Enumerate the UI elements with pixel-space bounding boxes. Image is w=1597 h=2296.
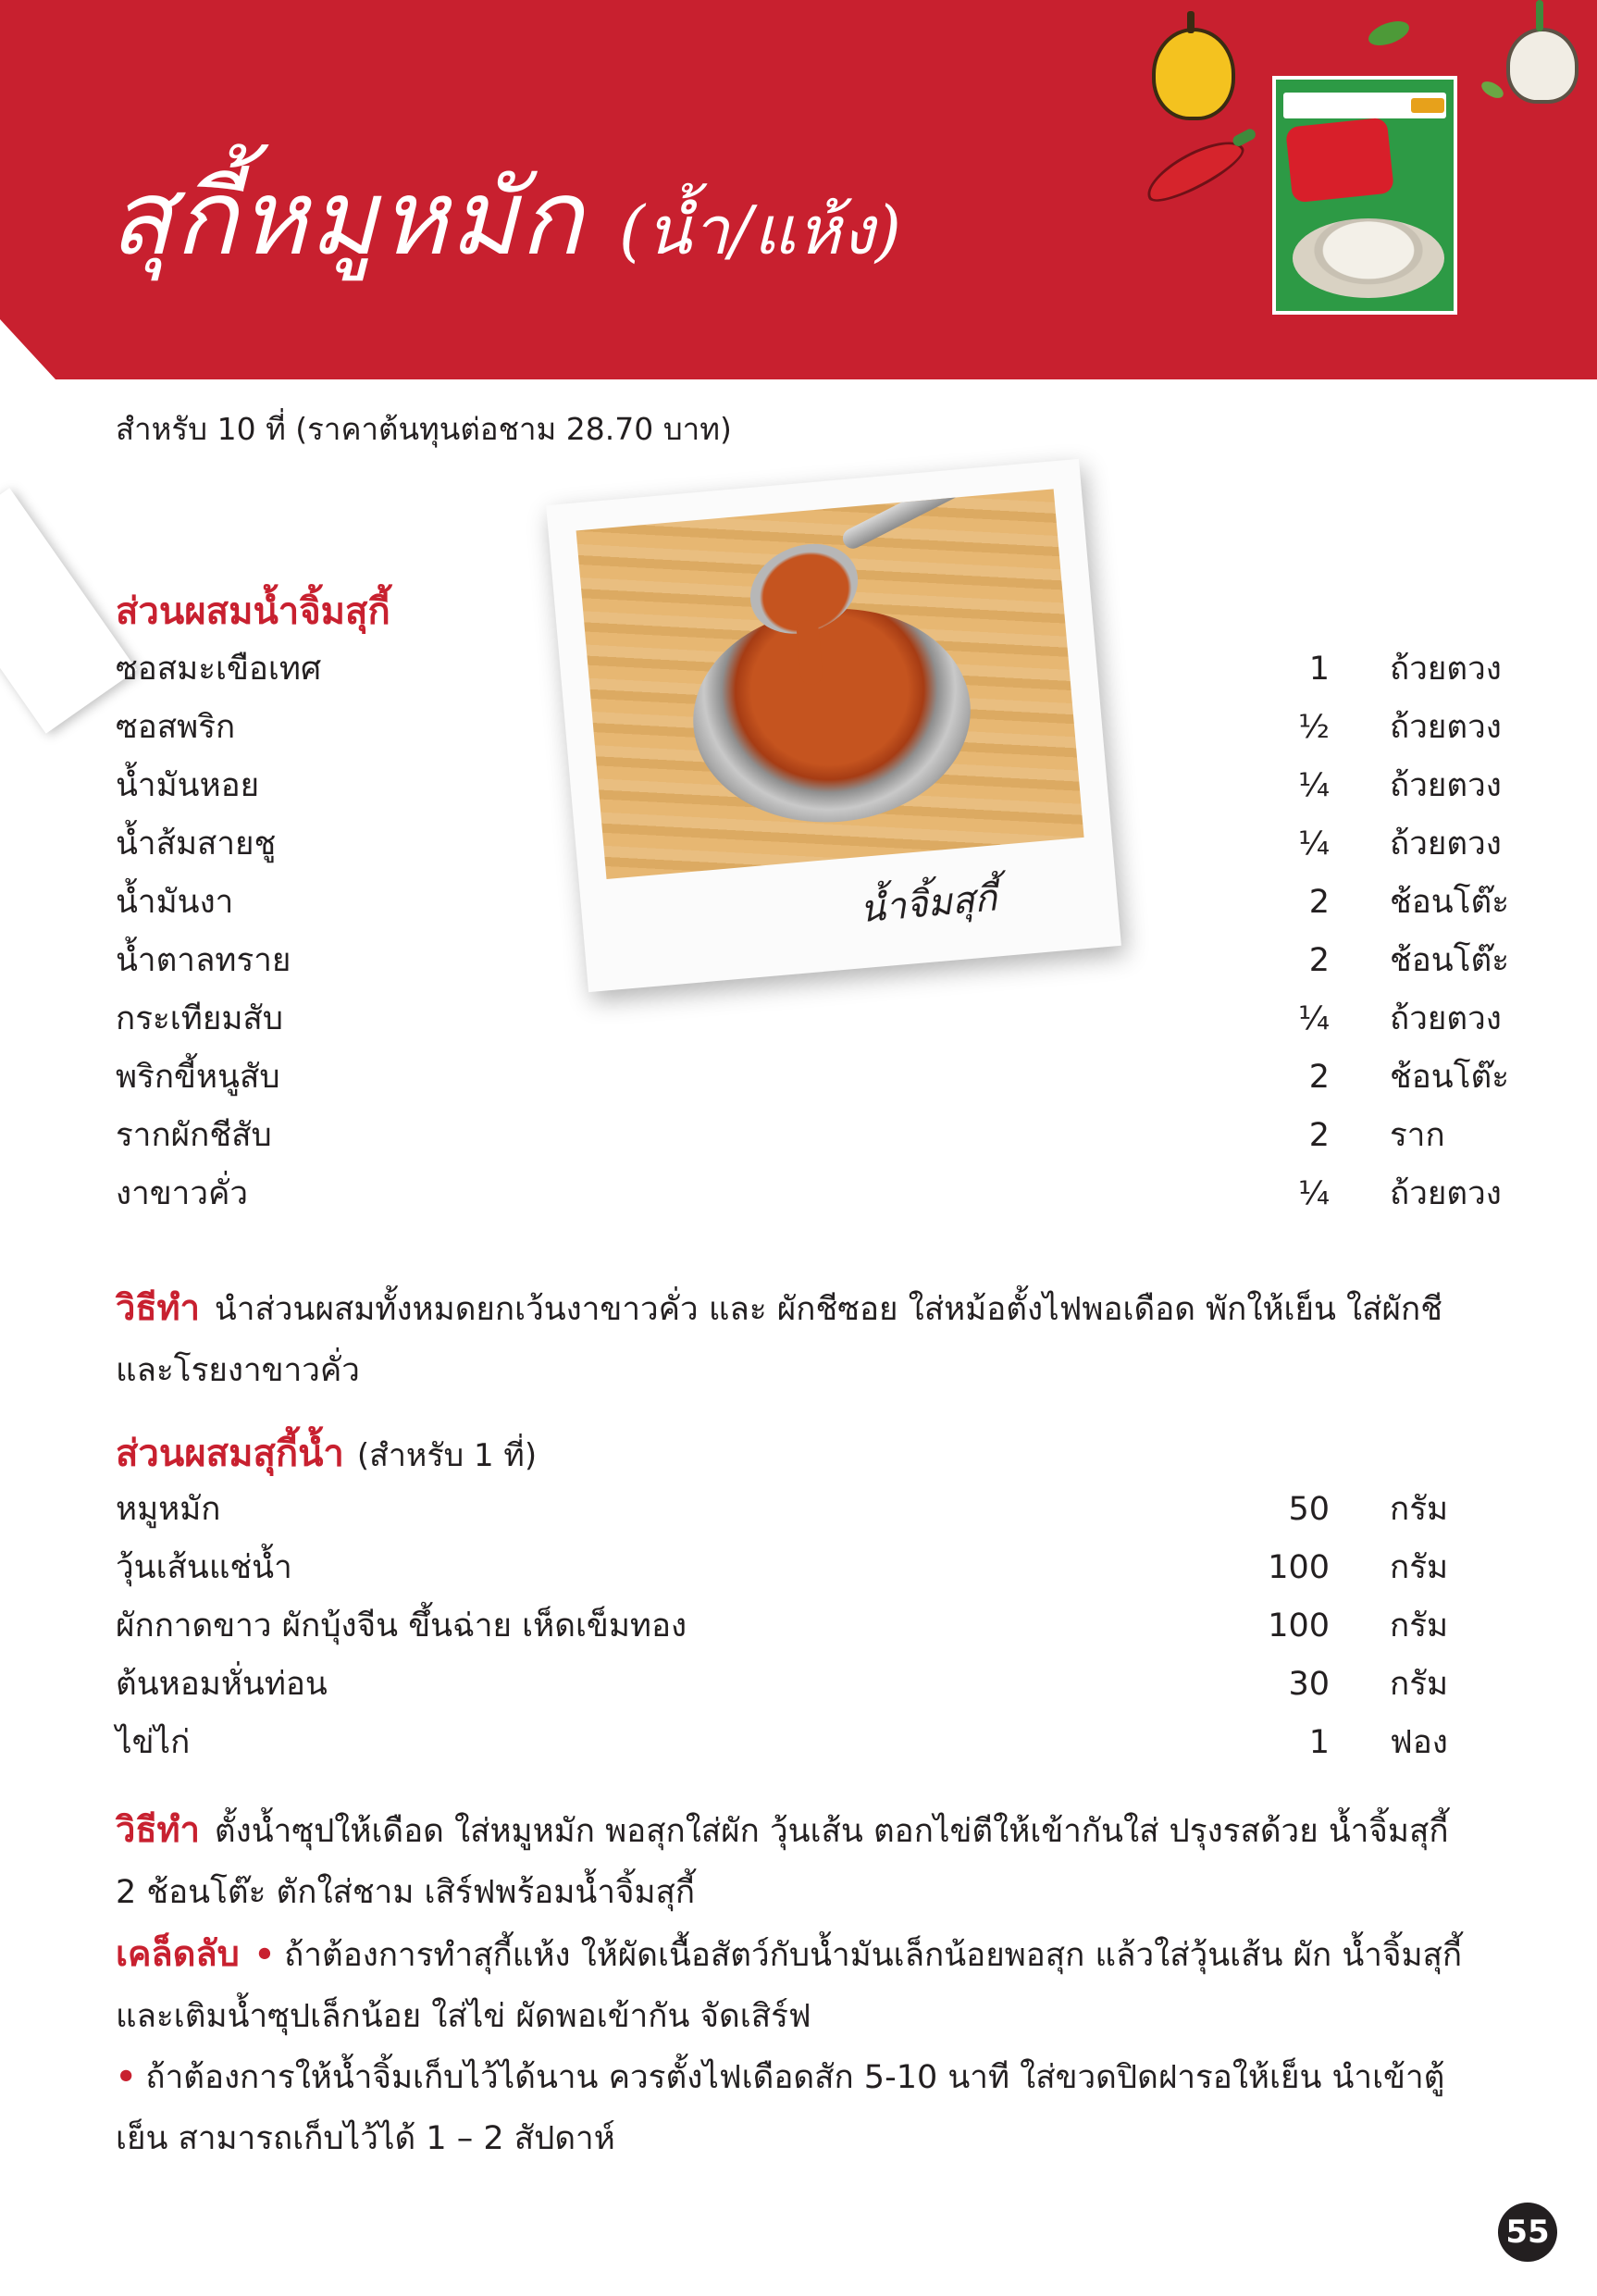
ingredient-name: กระเทียมสับ: [116, 1000, 283, 1037]
suki-ingredient-list: [116, 1481, 1541, 1772]
spoon-handle: [839, 489, 1013, 552]
ingredient-qty: 2: [1308, 1117, 1330, 1154]
ingredient-name: น้ำส้มสายชู: [116, 825, 277, 863]
ingredient-qty: ¼: [1298, 1000, 1330, 1037]
ingredient-unit: กรัม: [1390, 1607, 1449, 1644]
ingredient-row: [116, 874, 1541, 932]
title-text: สุกี้หมูหมัก: [109, 158, 585, 279]
ingredient-name: น้ำมันหอย: [116, 767, 260, 804]
ingredient-name: น้ำตาลทราย: [116, 942, 291, 979]
ingredient-row: [116, 640, 1541, 699]
ingredient-name: ไข่ไก่: [116, 1724, 191, 1761]
ingredient-name: วุ้นเส้นแช่น้ำ: [116, 1549, 292, 1586]
ingredient-row: [116, 990, 1541, 1049]
ingredient-unit: กรัม: [1390, 1666, 1449, 1703]
bullet: •: [116, 2059, 137, 2096]
ingredient-unit: ฟอง: [1390, 1724, 1448, 1761]
ingredient-row: [116, 1049, 1541, 1107]
suki-title-note: (สำหรับ 1 ที่): [356, 1437, 538, 1474]
ingredient-unit: กรัม: [1390, 1549, 1449, 1586]
ingredient-row: [116, 1481, 1541, 1539]
ingredient-qty: 2: [1308, 942, 1330, 979]
ingredient-name: รากผักชีสับ: [116, 1117, 272, 1154]
pack-badge: [1411, 98, 1444, 113]
ingredient-row: [116, 757, 1541, 815]
suki-method: [116, 1799, 1467, 1923]
ingredient-unit: ราก: [1390, 1117, 1445, 1154]
tip-1: [116, 1923, 1467, 2047]
ingredient-row: [116, 699, 1541, 757]
ingredient-row: [116, 1165, 1541, 1223]
method-label: วิธีทำ: [116, 1809, 200, 1850]
tips-label: เคล็ดลับ: [116, 1933, 240, 1974]
ingredient-row: [116, 1714, 1541, 1772]
ingredient-unit: ถ้วยตวง: [1390, 767, 1502, 804]
ingredient-unit: ถ้วยตวง: [1390, 709, 1502, 746]
ingredient-unit: ช้อนโต๊ะ: [1390, 942, 1510, 979]
page-number: 55: [1498, 2203, 1557, 2262]
ingredient-name: น้ำมันงา: [116, 884, 234, 921]
ingredient-name: งาขาวคั่ว: [116, 1175, 249, 1212]
ingredient-name: ต้นหอมหั่นท่อน: [116, 1666, 328, 1703]
ingredient-name: หมูหมัก: [116, 1491, 221, 1528]
bullet: •: [254, 1937, 276, 1974]
ingredient-qty: 100: [1268, 1549, 1330, 1586]
onion-icon: [1152, 28, 1235, 120]
garlic-icon: [1506, 28, 1578, 104]
ingredient-qty: 2: [1308, 1059, 1330, 1096]
ingredient-qty: 1: [1308, 651, 1330, 688]
product-pack-image: [1272, 76, 1457, 315]
servings-text: สำหรับ 10 ที่ (ราคาต้นทุนต่อชาม 28.70 บาท): [116, 411, 732, 447]
ingredient-unit: ถ้วยตวง: [1390, 825, 1502, 863]
ingredient-qty: 30: [1288, 1666, 1330, 1703]
ingredient-qty: ½: [1298, 709, 1330, 746]
ingredient-row: [116, 1597, 1541, 1656]
method-label: วิธีทำ: [116, 1287, 200, 1328]
ingredient-unit: ถ้วยตวง: [1390, 651, 1502, 688]
pack-bowl: [1293, 218, 1444, 298]
ingredient-row: [116, 932, 1541, 990]
ingredient-qty: 1: [1308, 1724, 1330, 1761]
ingredient-unit: ช้อนโต๊ะ: [1390, 884, 1510, 921]
ingredient-unit: ถ้วยตวง: [1390, 1175, 1502, 1212]
ingredient-row: [116, 1539, 1541, 1597]
ingredient-qty: 2: [1308, 884, 1330, 921]
suki-section-title: [116, 1423, 537, 1483]
ingredient-unit: ถ้วยตวง: [1390, 1000, 1502, 1037]
title-paren: (น้ำ/แห้ง): [618, 192, 903, 269]
sauce-section-title: ส่วนผสมน้ำจิ้มสุกี้: [116, 590, 390, 633]
sauce-method: [116, 1277, 1467, 1401]
ingredient-row: [116, 1107, 1541, 1165]
tip-text: ถ้าต้องการทำสุกี้แห้ง ให้ผัดเนื้อสัตว์กับน้ำมันเล็กน้อยพอสุก แล้วใส่วุ้นเส้น ผัก น้ำจิ้มสุกี้ และเติมน้ำซุปเล็กน้อย ใส่ไข่ ผัดพอเข้ากัน จัดเสิร์ฟ: [116, 1937, 1463, 2035]
suki-title-text: ส่วนผสมสุกี้น้ำ: [116, 1433, 344, 1475]
method-text: ตั้งน้ำซุปให้เดือด ใส่หมูหมัก พอสุกใส่ผัก วุ้นเส้น ตอกไข่ตีให้เข้ากันใส่ ปรุงรสด้วย น้ำจิ้มสุกี้ 2 ช้อนโต๊ะ ตักใส่ชาม เสิร์ฟพร้อมน้ำจิ้มสุกี้: [116, 1813, 1449, 1911]
ingredient-row: [116, 815, 1541, 874]
ingredient-name: ซอสพริก: [116, 709, 236, 746]
photo-caption: น้ำจิ้มสุกี้: [858, 876, 999, 932]
pack-logo: [1285, 117, 1394, 203]
ingredient-qty: 50: [1288, 1491, 1330, 1528]
ingredient-unit: กรัม: [1390, 1491, 1449, 1528]
ingredient-row: [116, 1656, 1541, 1714]
ingredient-qty: ¼: [1298, 825, 1330, 863]
method-text: นำส่วนผสมทั้งหมดยกเว้นงาขาวคั่ว และ ผักชีซอย ใส่หม้อตั้งไฟพอเดือด พักให้เย็น ใส่ผักชีและโรยงาขาวคั่ว: [116, 1291, 1442, 1389]
page-title: [109, 158, 903, 279]
ingredient-name: ซอสมะเขือเทศ: [116, 651, 322, 688]
ingredient-qty: 100: [1268, 1607, 1330, 1644]
ingredient-qty: ¼: [1298, 767, 1330, 804]
tip-text: ถ้าต้องการให้น้ำจิ้มเก็บไว้ได้นาน ควรตั้งไฟเดือดสัก 5-10 นาที ใส่ขวดปิดฝารอให้เย็น นำเข้าตู้เย็น สามารถเก็บไว้ได้ 1 – 2 สัปดาห์: [116, 2059, 1445, 2157]
ingredient-qty: ¼: [1298, 1175, 1330, 1212]
tip-2: [116, 2047, 1467, 2169]
ingredient-unit: ช้อนโต๊ะ: [1390, 1059, 1510, 1096]
ingredient-name: พริกขี้หนูสับ: [116, 1059, 280, 1096]
sauce-ingredient-list: [116, 640, 1541, 1223]
ingredient-name: ผักกาดขาว ผักบุ้งจีน ขึ้นฉ่าย เห็ดเข็มทอง: [116, 1607, 687, 1644]
